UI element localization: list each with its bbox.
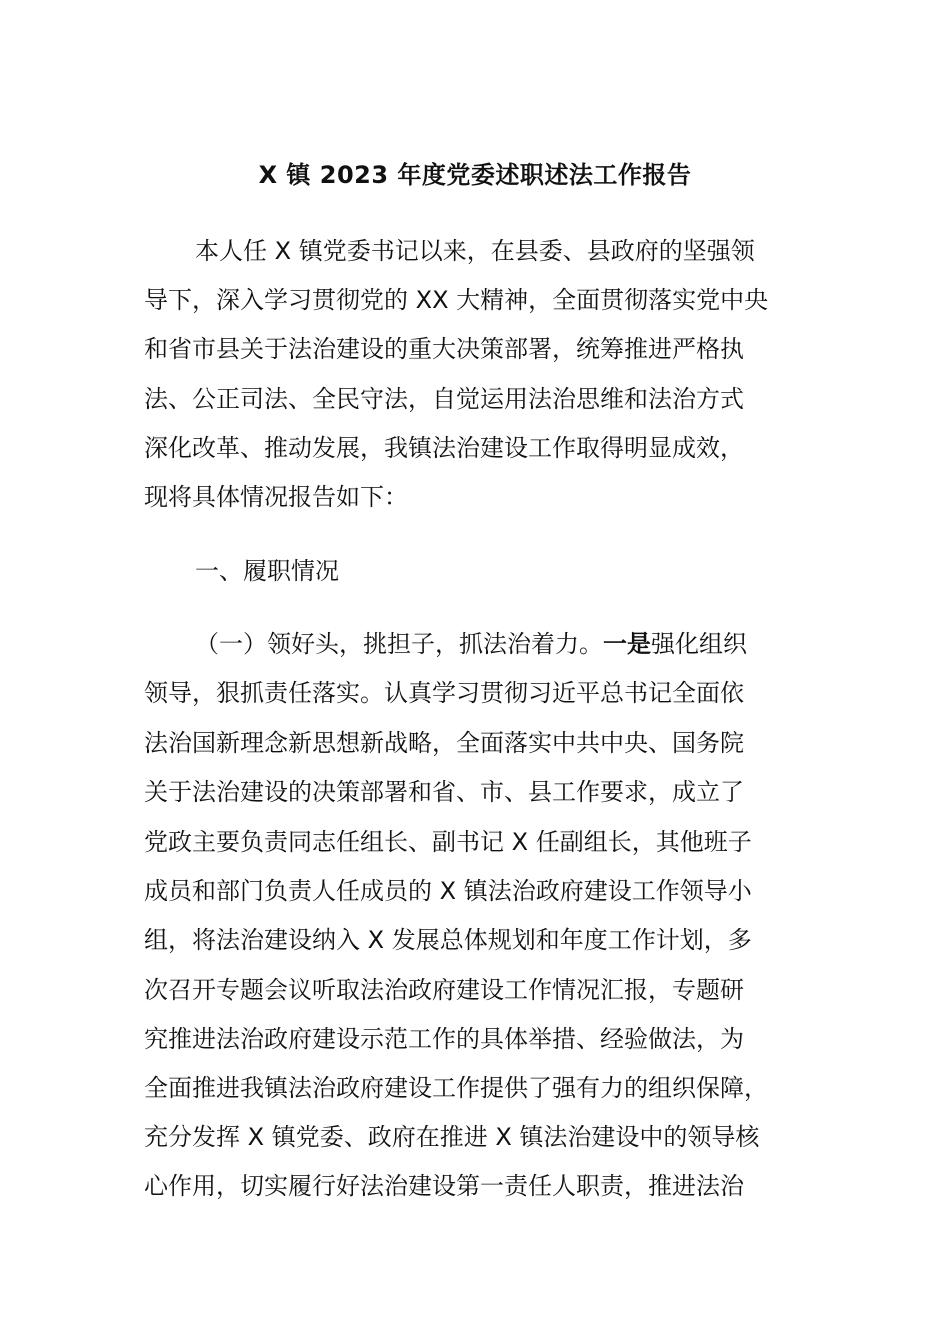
section-heading: 一、履职情况 [195, 557, 339, 585]
paragraph-text: 强化组织 [651, 630, 747, 658]
paragraph-line: 成员和部门负责人任成员的 X 镇法治政府建设工作领导小 [144, 877, 752, 905]
paragraph-line: 次召开专题会议听取法治政府建设工作情况汇报，专题研 [144, 976, 744, 1004]
paragraph-line: 组，将法治建设纳入 X 发展总体规划和年度工作计划，多 [144, 926, 752, 954]
intro-line: 和省市县关于法治建设的重大决策部署，统筹推进严格执 [144, 335, 744, 363]
intro-line: 法、公正司法、全民守法，自觉运用法治思维和法治方式 [144, 385, 744, 413]
document-title: X 镇 2023 年度党委述职述法工作报告 [258, 161, 692, 189]
intro-line: 本人任 X 镇党委书记以来，在县委、县政府的坚强领 [195, 237, 755, 265]
paragraph-line: 关于法治建设的决策部署和省、市、县工作要求，成立了 [144, 778, 744, 806]
paragraph-first-line [195, 626, 875, 662]
emphasis-text: 一是 [603, 630, 651, 658]
subsection-heading: （一）领好头，挑担子，抓法治着力。 [195, 630, 603, 658]
paragraph-line: 究推进法治政府建设示范工作的具体举措、经验做法，为 [144, 1025, 744, 1053]
intro-line: 深化改革、推动发展，我镇法治建设工作取得明显成效， [144, 434, 744, 462]
paragraph-line: 党政主要负责同志任组长、副书记 X 任副组长，其他班子 [144, 828, 752, 856]
paragraph-line: 心作用，切实履行好法治建设第一责任人职责，推进法治 [144, 1172, 744, 1200]
paragraph-line: 全面推进我镇法治政府建设工作提供了强有力的组织保障， [144, 1074, 768, 1102]
paragraph-line: 领导，狠抓责任落实。认真学习贯彻习近平总书记全面依 [144, 679, 744, 707]
paragraph-line: 充分发挥 X 镇党委、政府在推进 X 镇法治建设中的领导核 [144, 1123, 760, 1151]
intro-line: 现将具体情况报告如下： [144, 483, 408, 511]
intro-line: 导下，深入学习贯彻党的 XX 大精神，全面贯彻落实党中央 [144, 286, 769, 314]
paragraph-line: 法治国新理念新思想新战略，全面落实中共中央、国务院 [144, 729, 744, 757]
